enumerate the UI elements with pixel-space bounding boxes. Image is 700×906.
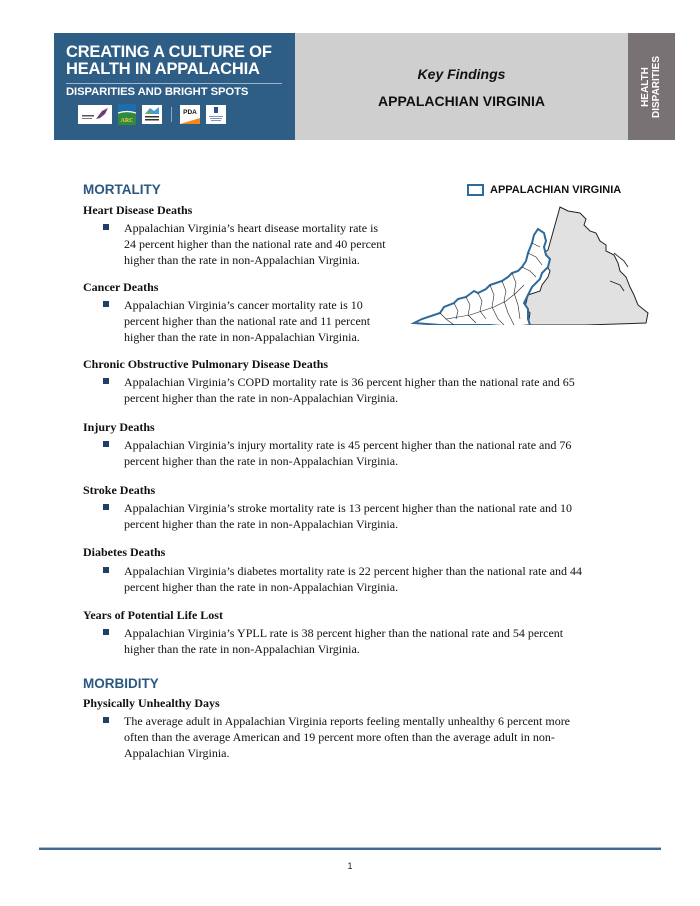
pda-logo	[180, 105, 200, 124]
bullet-square-icon	[103, 298, 112, 307]
banner-title	[66, 44, 286, 78]
subsection-heading: Heart Disease Deaths	[83, 203, 193, 217]
foundation-for-a-healthy-kentucky-logo	[142, 105, 162, 124]
bullet-square-icon	[103, 714, 112, 723]
key-findings-label: Key Findings	[417, 66, 506, 82]
logo-separator	[171, 107, 172, 122]
east-tennessee-state-university-logo	[206, 105, 226, 124]
section-title-morbidity: MORBIDITY	[83, 676, 159, 691]
banner-brand-block	[54, 33, 295, 140]
finding-text: Appalachian Virginia’s YPLL rate is 38 percent higher than the national rate and 54 percent higher than the rate in non-Appalachian Virginia.	[124, 626, 564, 656]
banner-title-line1: CREATING A CULTURE OF	[66, 43, 272, 61]
page-number: 1	[347, 861, 353, 871]
topic-tab-line2: DISPARITIES	[651, 55, 663, 118]
topic-tab-line1: HEALTH	[640, 66, 652, 107]
bullet-square-icon	[103, 221, 112, 230]
subsection-heading: Diabetes Deaths	[83, 545, 166, 559]
banner-subtitle: DISPARITIES AND BRIGHT SPOTS	[66, 86, 249, 98]
bullet-square-icon	[103, 501, 112, 510]
region-title: APPALACHIAN VIRGINIA	[378, 93, 545, 109]
robert-wood-johnson-foundation-logo	[78, 105, 112, 124]
subsection-heading: Cancer Deaths	[83, 280, 159, 294]
svg-text:ARC: ARC	[120, 118, 134, 124]
finding-text: Appalachian Virginia’s COPD mortality rate is 36 percent higher than the national rate and 65 percent higher than the rate in non-Appalachian Virginia.	[124, 375, 575, 405]
svg-text:PDA: PDA	[183, 109, 197, 116]
banner-title-line2: HEALTH IN APPALACHIA	[66, 60, 260, 78]
subsection-heading: Injury Deaths	[83, 420, 155, 434]
banner-title-block	[295, 33, 628, 140]
bullet-square-icon	[103, 375, 112, 384]
header-banner	[54, 33, 675, 140]
bullet-square-icon	[103, 438, 112, 447]
finding-text: The average adult in Appalachian Virginia reports feeling mentally unhealthy 6 percent more often than the average American and 19 percent more often than the average adult in non- Appalachian Virginia.	[124, 714, 571, 760]
subsection-heading: Years of Potential Life Lost	[83, 608, 223, 622]
finding-text: Appalachian Virginia’s stroke mortality rate is 13 percent higher than the national rate and 10 percent higher than the rate in non-Appalachian Virginia.	[124, 501, 573, 531]
finding-text: Appalachian Virginia’s diabetes mortality rate is 22 percent higher than the national rate and 44 percent higher than the rate in non-Appalachian Virginia.	[124, 564, 583, 594]
finding-text: Appalachian Virginia’s cancer mortality rate is 10 percent higher than the national rate and 11 percent higher than the rate in non-Appalachian Virginia.	[124, 298, 371, 344]
topic-tab-label	[628, 33, 675, 140]
subsection-heading: Stroke Deaths	[83, 483, 156, 497]
virginia-map	[410, 195, 660, 325]
bullet-square-icon	[103, 626, 112, 635]
subsection-heading: Chronic Obstructive Pulmonary Disease Deaths	[83, 357, 329, 371]
subsection-heading: Physically Unhealthy Days	[83, 696, 220, 710]
footer-divider	[39, 847, 661, 850]
bullet-square-icon	[103, 564, 112, 573]
section-title-mortality: MORTALITY	[83, 182, 161, 197]
partner-logos	[78, 104, 232, 125]
finding-text: Appalachian Virginia’s heart disease mortality rate is 24 percent higher than the national rate and 40 percent higher than the rate in non-Appalachian Virginia.	[124, 221, 386, 267]
arc-logo	[118, 104, 136, 125]
finding-text: Appalachian Virginia’s injury mortality rate is 45 percent higher than the national rate and 76 percent higher than the rate in non-Appalachian Virginia.	[124, 438, 572, 468]
legend-label: APPALACHIAN VIRGINIA	[490, 184, 622, 196]
banner-divider	[66, 83, 282, 84]
